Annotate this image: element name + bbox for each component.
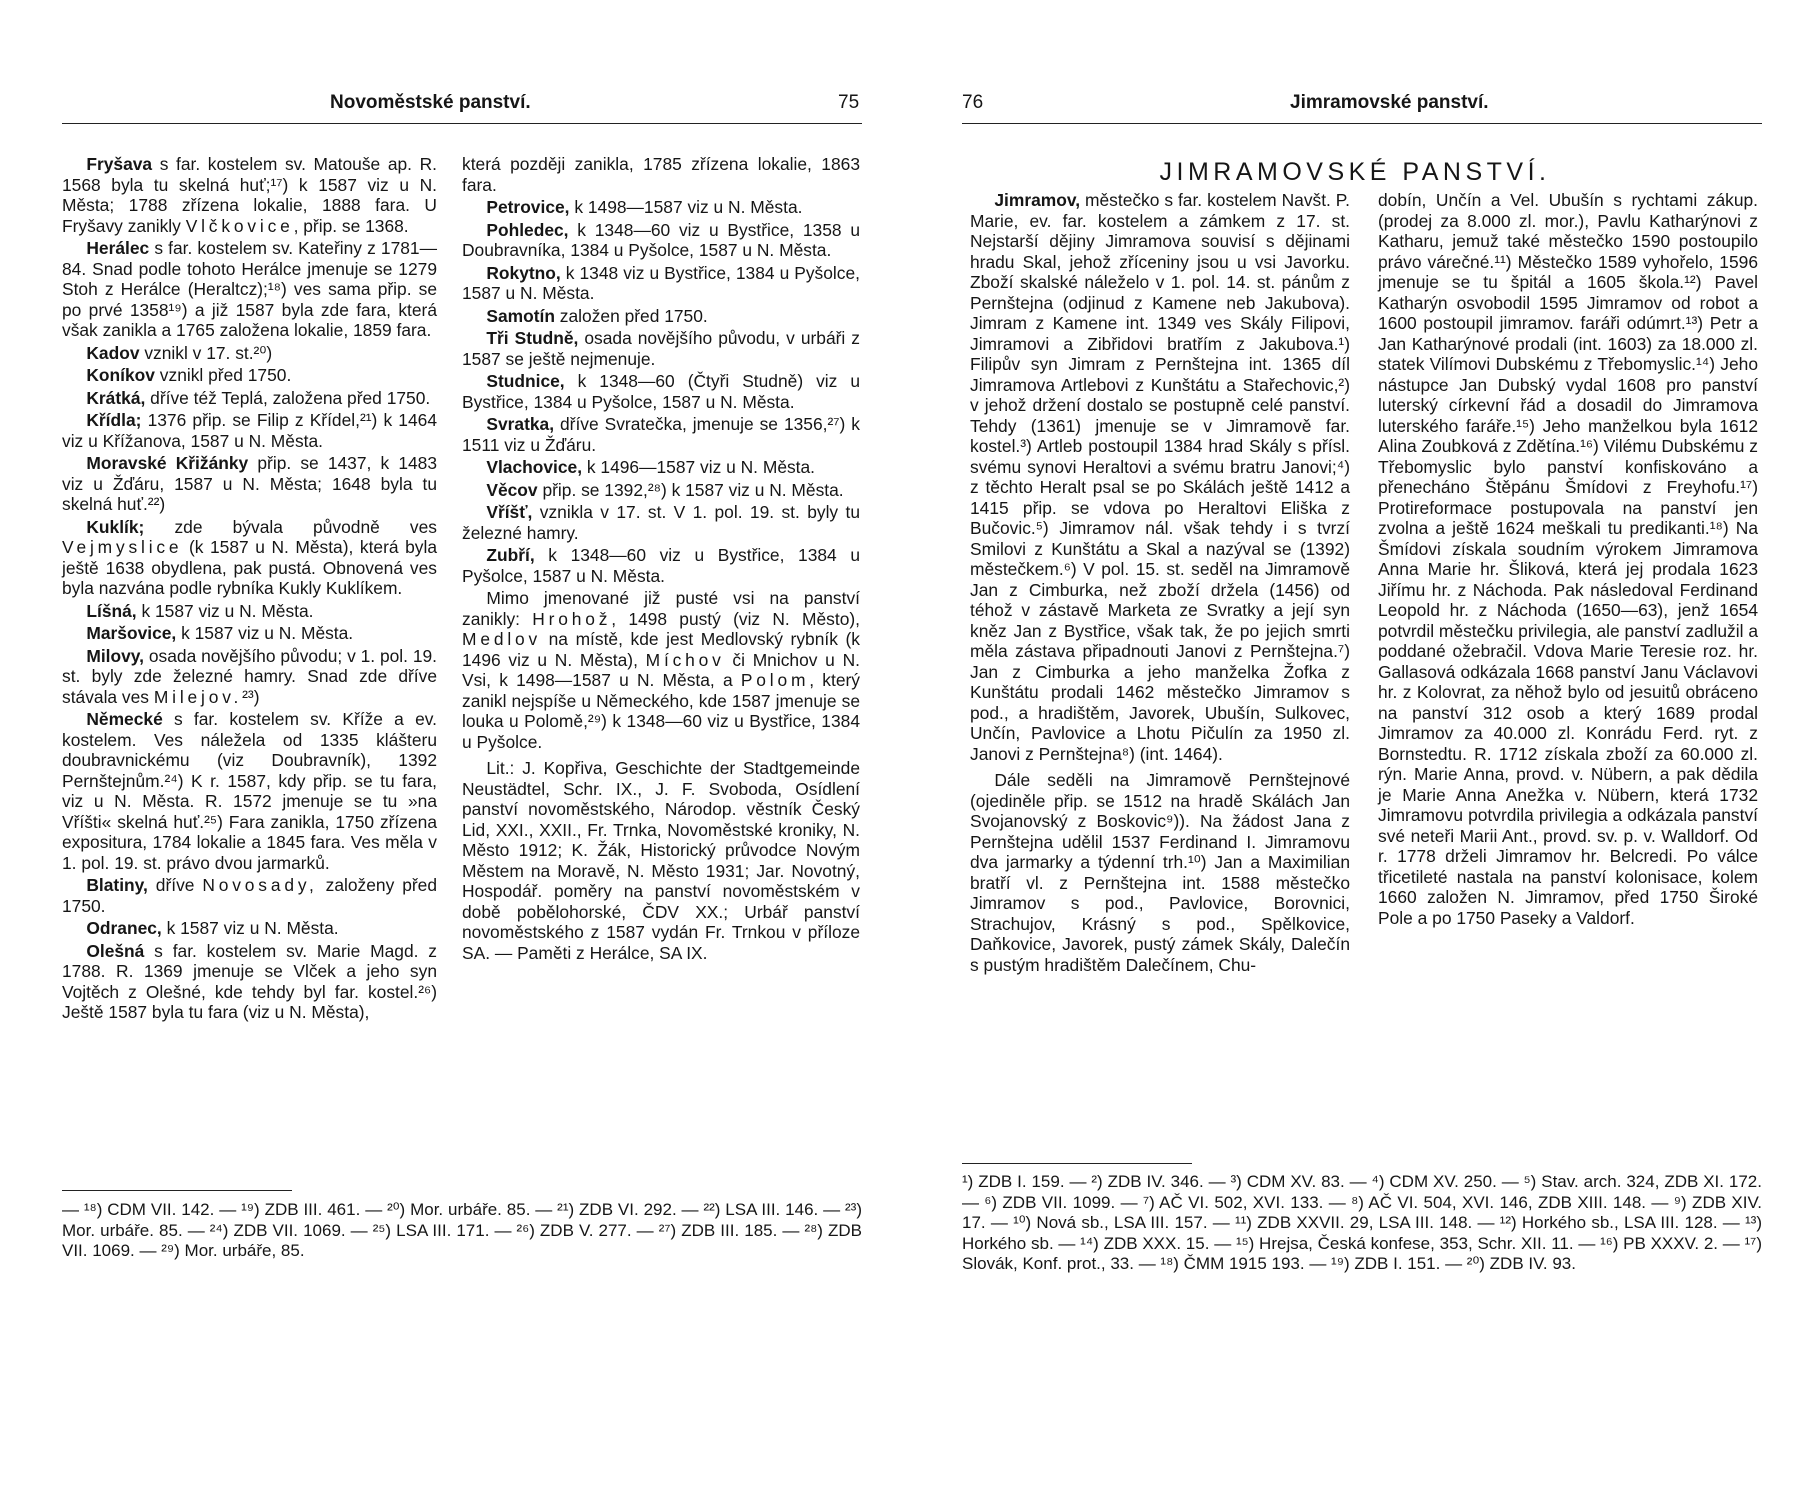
paragraph-jimramov-history: Jimramov, městečko s far. kostelem Navšt. P. Marie, ev. far. kostelem a zámkem z 17. st. Nejstarší dějiny Jimramova souvisí s dějinami hradu Skal, jehož zříceniny jsou u vsi Javorku. Zboží skalské náleželo v 1. pol. 14. st. pánům z Pernštejna (odjinud z Kamene neb Jakubova). Jimram z Kamene int. 1349 ves Skály Filipovi, Jimramovi a Zibřidovi bratřím z Jakubova.¹) Filipův syn Jimram z Pernštejna int. 1365 díl Jimramova Artlebovi z Kunštátu a Stařechovic,²) v jehož držení dostalo se postupně celé panství. Tehdy (1361) jmenuje se v Jimramově far. kostel.³) Artleb postoupil 1384 hrad Skály s přísl. svému synovi Heraltovi a svému bratru Janovi;⁴) z těchto Heralt psal se po Skálách ještě 1412 a 1415 přip. se vdova po Heraltovi Eliška z Bučovic.⁵) Jimramov nál. však tehdy i s tvrzí Smilovi z Kunštátu a Skal a nazýval se (1392) městečkem.⁶) V pol. 15. st. seděl na Jimramově Jan z Cimburka, než zboží držela (1456) od téhož v zástavě Marketa ze Svratky a její syn kněz Jan z Bystřice, však tak, že po jejich smrti měla zástava připadnouti Janovi z Pernštejna.⁷) Jan z Cimburka a jeho manželka Žofka z Kunštátu prodali 1462 městečko Jimramov s pod., a hradištěm, Javorek, Ubušín, Sulkovec, Unčín, Pavlovice a Lhotu Pičulín za 1950 zl. Janovi z Pernštejna⁸) (int. 1464). bbox=[970, 190, 1350, 764]
entry-kratka: Krátká, dříve též Teplá, založena před 1750. bbox=[86, 387, 431, 408]
entry-marsovice: Maršovice, k 1587 viz u N. Města. bbox=[86, 623, 354, 643]
footnote-rule bbox=[62, 1190, 292, 1191]
entry-odranec: Odranec, k 1587 viz u N. Města. bbox=[86, 918, 339, 938]
footnotes: — ¹⁸) CDM VII. 142. — ¹⁹) ZDB III. 461. — ²⁰) Mor. urbáře. 85. — ²¹) ZDB VI. 292. — ²²) LSA III. 146. — ²³) Mor. urbáře. 85. — ²⁴) ZDB VII. 1069. — ²⁵) LSA III. 171. — ²⁶) ZDB V. 277. — ²⁷) ZDB III. 185. — ²⁸) ZDB VII. 1069. — ²⁹) Mor. urbáře, 85. bbox=[62, 1200, 862, 1260]
entry-continuation: která později zanikla, 1785 zřízena lokalie, 1863 fara. bbox=[462, 154, 860, 195]
entry-vecov: Věcov přip. se 1392,²⁸) k 1587 viz u N. Města. bbox=[486, 479, 844, 500]
entry-petrovice: Petrovice, k 1498—1587 viz u N. Města. bbox=[486, 197, 803, 217]
footnote-rule bbox=[962, 1163, 1192, 1164]
header-rule bbox=[962, 123, 1762, 124]
entry-tri-studne: Tři Studně, osada novějšího původu, v urbáři z 1587 se ještě nejmenuje. bbox=[462, 328, 860, 369]
right-page bbox=[900, 0, 1810, 1500]
entry-konikov: Koníkov vznikl před 1750. bbox=[86, 365, 292, 385]
running-title: Jimramovské panství. bbox=[1290, 92, 1489, 113]
entry-vrist: Vříšť, vznikla v 17. st. V 1. pol. 19. st. byly tu železné hamry. bbox=[462, 502, 860, 543]
paragraph-zaniklé-vsi: Mimo jmenované již pusté vsi na panství zanikly: Hrohož, 1498 pustý (viz N. Město), Medlov na místě, kde jest Medlovský rybník (k 1496 viz u N. Města), Míchov či Mnichov u N. Vsi, k 1498—1587 u N. Města, a Polom, který zanikl nejspíše u Německého, kde 1587 jmenuje se louka u Polomě,²⁹) k 1348—60 viz u Bystřice, 1384 u Pyšolce. bbox=[462, 588, 860, 752]
paragraph-pernstejnove: Dále seděli na Jimramově Pernštejnové (ojediněle přip. se 1512 na hradě Skálách Jan Svojanovský z Boskovic⁹)). Na žádost Jana z Pernštejna udělil 1537 Ferdinand I. Jimramovu dva jarmarky a týdenní trh.¹⁰) Jan a Maximilian bratří vl. z Pernštejna int. 1588 městečko Jimramov s pod., Pavlovice, Borovnici, Strachujov, Krásný s pod., Spělkovice, Daňkovice, Javorek, pustý zámek Skály, Dalečín s pustým hradištěm Dalečínem, Chu- bbox=[970, 770, 1350, 975]
entry-blatiny: Blatiny, dříve Novosady, založeny před 1750. bbox=[62, 875, 437, 916]
entry-pohledec: Pohledec, k 1348—60 viz u Bystřice, 1358 u Doubravníka, 1384 u Pyšolce, 1587 u N. Města. bbox=[462, 219, 860, 260]
entry-lisna: Líšná, k 1587 viz u N. Města. bbox=[86, 600, 314, 621]
entry-frysava: Fryšava s far. kostelem sv. Matouše ap. R. 1568 byla tu skelná huť;¹⁷) k 1587 viz u N. Města; 1788 zřízena lokalie, 1888 fara. U Fryšavy zanikly Vlčkovice, přip. se 1368. bbox=[62, 154, 437, 236]
entry-rokytno: Rokytno, k 1348 viz u Bystřice, 1384 u Pyšolce, 1587 u N. Města. bbox=[462, 262, 860, 303]
header-rule bbox=[62, 123, 862, 124]
entry-kuklik: Kuklík; zde bývala původně ves Vejmyslice (k 1587 u N. Města), která byla ještě 1638 obydlena, pak pustá. Obnovená ves byla nazvána podle rybníka Kukly Kuklíkem. bbox=[62, 516, 437, 598]
entry-moravske-krizanky: Moravské Křižánky přip. se 1437, k 1483 viz u Žďáru, 1587 u N. Města; 1648 byla tu skelná huť.²²) bbox=[62, 453, 438, 514]
entry-vlachovice: Vlachovice, k 1496—1587 viz u N. Města. bbox=[486, 457, 816, 477]
entry-heralec: Herálec s far. kostelem sv. Kateřiny z 1781—84. Snad podle tohoto Herálce jmenuje se 1279 Stoh z Herálce (Heraltcz);¹⁸) ves sama přip. se po prvé 1358¹⁹) a již 1587 byla zde fara, která však zanikla a 1765 založena lokalie, 1859 fara. bbox=[62, 238, 437, 340]
footnotes: ¹) ZDB I. 159. — ²) ZDB IV. 346. — ³) CDM XV. 83. — ⁴) CDM XV. 250. — ⁵) Stav. arch. 324, ZDB XI. 172. — ⁶) ZDB VII. 1099. — ⁷) AČ VI. 502, XVI. 133. — ⁸) AČ VI. 504, XVI. 146, ZDB XIII. 148. — ⁹) ZDB XIV. 17. — ¹⁰) Nová sb., LSA III. 157. — ¹¹) ZDB XXVII. 29, LSA III. 148. — ¹²) Horkého sb., LSA III. 128. — ¹³) Horkého sb. — ¹⁴) ZDB XXX. 15. — ¹⁵) Hrejsa, Česká konfese, 353, Schr. XII. 11. — ¹⁶) PB XXXV. 2. — ¹⁷) Slovák, Konf. prot., 33. — ¹⁸) ČMM 1915 193. — ¹⁹) ZDB I. 151. — ²⁰) ZDB IV. 93. bbox=[962, 1172, 1762, 1273]
entry-studnice: Studnice, k 1348—60 (Čtyři Studně) viz u Bystřice, 1384 u Pyšolce, 1587 u N. Města. bbox=[462, 371, 860, 412]
entry-milovy: Milovy, osada novějšího původu; v 1. pol. 19. st. byly zde železné hamry. Snad zde dříve stávala ves Milejov.²³) bbox=[62, 645, 437, 707]
right-column-1 bbox=[970, 190, 1350, 977]
entry-nemecke: Německé s far. kostelem sv. Kříže a ev. kostelem. Ves náležela od 1335 klášteru doubravnickému (viz Doubravník), 1392 Pernštejnům.²⁴) K r. 1587, kdy přip. se tu fara, viz u N. Města. R. 1572 jmenuje se tu »na Vříšti« skelná huť.²⁵) Fara zanikla, 1750 zřízena expositura, 1784 lokalie a 1845 fara. Ves měla v 1. pol. 19. st. právo dvou jarmarků. bbox=[62, 709, 437, 873]
paragraph-katharyn: dobín, Unčín a Vel. Ubušín s rychtami zákup. (prodej za 8.000 zl. mor.), Pavlu Katharýnovi z Katharu, jemuž také městečko 1590 postoupilo právo várečné.¹¹) Městečko 1589 vyhořelo, 1596 jmenuje se tu špitál a 1605 škola.¹²) Pavel Katharýn osvobodil 1595 Jimramov od robot a 1600 postoupil jimramov. faráři odúmrt.¹³) Petr a Jan Katharýnové prodali (int. 1603) za 18.000 zl. statek Vilímovi Dubskému z Třebomyslic.¹⁴) Jeho nástupce Jan Dubský vydal 1608 pro panství luterský církevní řád a dosadil do Jimramova luterského faráře.¹⁵) Jeho manželkou byla 1612 Alina Zoubková z Zdětína.¹⁶) Vilému Dubskému z Třebomyslic bylo panství konfiskováno a přenecháno Štěpánu Šmídovi z Freyhofu.¹⁷) Protireformace postupovala na panství jen zvolna a ještě 1624 meškali tu predikanti.¹⁸) Na Šmídovi získala soudním výrokem Jimramova Anna Marie hr. Šliková, která jej prodala 1623 Jiřímu hr. z Náchoda. Pak následoval Ferdinand Leopold hr. z Náchoda (1650—63), jenž 1654 potvrdil městečku privilegia, ale panství zadlužil a poddané ožebračil. Vdova Marie Teresie roz. hr. Gallasová odkázala 1668 panství Janu Václavovi hr. z Kolovrat, za něhož bylo od jesuitů obráceno na panství 312 osob a který 1689 prodal Jimramov za 40.000 zl. Konrádu Ferd. ryt. z Bornstedtu. R. 1712 získala zboží za 60.000 zl. rýn. Marie Anna, provd. v. Nübern, a pak dědila je Marie Anna Anežka v. Nübern, která 1732 Jimramovu potvrdila privilegia a odkázala panství své neteři Marii Ant., provd. sv. p. v. Walldorf. Od r. 1778 drželi Jimramov hr. Belcredi. Po válce třicetileté nastala na panství kolonisace, kolem 1660 založen N. Jimramov, před 1750 Široké Pole a po 1750 Paseky a Valdorf. bbox=[1378, 190, 1758, 928]
left-column-2 bbox=[462, 154, 860, 965]
running-title: Novoměstské panství. bbox=[330, 92, 531, 113]
right-column-2 bbox=[1378, 190, 1758, 930]
entry-olesna: Olešná s far. kostelem sv. Marie Magd. z 1788. R. 1369 jmenuje se Vlček a jeho syn Vojtěch z Olešné, kde tehdy byl far. kostel.²⁶) Ještě 1587 byla tu fara (viz u N. Města), bbox=[62, 940, 437, 1022]
entry-samotin: Samotín založen před 1750. bbox=[486, 305, 708, 326]
left-column-1 bbox=[62, 154, 437, 1025]
page-number: 76 bbox=[962, 92, 984, 113]
left-page bbox=[0, 0, 900, 1500]
entry-kadov: Kadov vznikl v 17. st.²⁰) bbox=[86, 342, 273, 363]
entry-zubri: Zubří, k 1348—60 viz u Bystřice, 1384 u Pyšolce, 1587 u N. Města. bbox=[462, 545, 860, 586]
entry-kridla: Křídla; 1376 přip. se Filip z Křídel,²¹) k 1464 viz u Křížanova, 1587 u N. Města. bbox=[62, 410, 437, 451]
chapter-title: JIMRAMOVSKÉ PANSTVÍ. bbox=[1159, 158, 1551, 186]
literature-list: Lit.: J. Kopřiva, Geschichte der Stadtgemeinde Neustädtel, Schr. IX., J. F. Svoboda, Osídlení panství novoměstského, Národop. věstník Český Lid, XXI., XXII., Fr. Trnka, Novoměstské kroniky, N. Město 1912; K. Žák, Historický průvodce Novým Městem na Moravě, N. Město 1931; Jar. Novotný, Hospodář. poměry na panství novoměstském v době pobělohorské, ČDV XX.; Urbář panství novoměstského z 1587 vydán Fr. Trnkou v příloze SA. — Paměti z Herálce, SA IX. bbox=[462, 758, 860, 963]
page-number: 75 bbox=[838, 92, 860, 113]
entry-svratka: Svratka, dříve Svratečka, jmenuje se 1356,²⁷) k 1511 viz u Žďáru. bbox=[462, 414, 860, 455]
